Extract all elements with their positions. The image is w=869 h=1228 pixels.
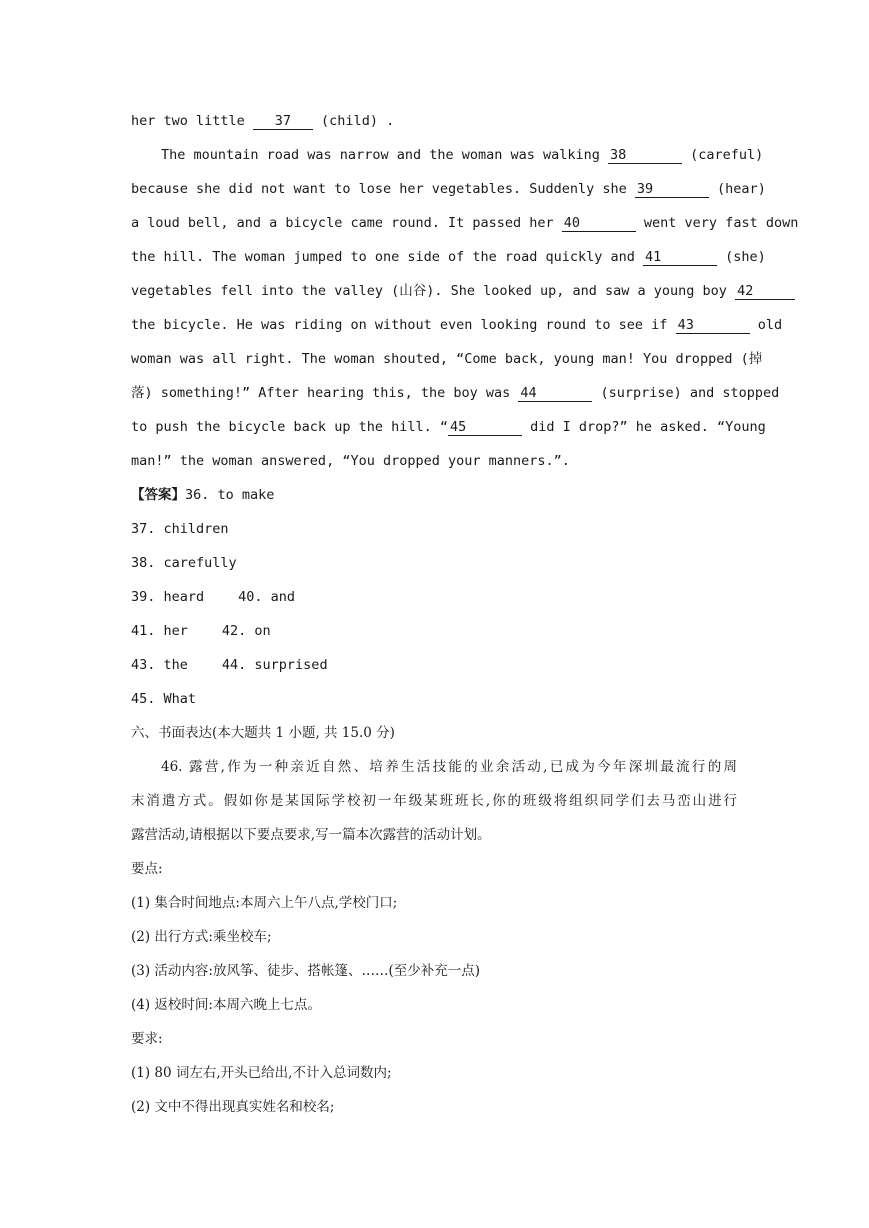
answer-line bbox=[131, 648, 737, 682]
passage-line bbox=[131, 172, 766, 206]
passage-text: the bicycle. He was riding on without even looking round to see if bbox=[131, 317, 676, 333]
answer-tag: 【答案】 bbox=[131, 487, 185, 503]
answer-44: 44. surprised bbox=[221, 657, 328, 673]
passage-text: (she) bbox=[717, 249, 766, 265]
passage-text: her two little bbox=[131, 113, 253, 129]
answer-line bbox=[131, 580, 737, 614]
answer-line bbox=[131, 682, 737, 716]
answer-39: 39. heard bbox=[131, 589, 205, 605]
passage-line bbox=[131, 308, 783, 342]
passage-line bbox=[131, 240, 766, 274]
answer-45: 45. What bbox=[131, 691, 197, 707]
passage-line bbox=[131, 104, 737, 138]
answer-line bbox=[131, 546, 737, 580]
answer-line bbox=[131, 478, 737, 512]
blank-41: 41 bbox=[643, 249, 717, 266]
passage-line bbox=[131, 444, 737, 478]
passage-text: because she did not want to lose her vegetables. Suddenly she bbox=[131, 181, 635, 197]
point-item: (1) 集合时间地点:本周六上午八点,学校门口; bbox=[131, 895, 398, 911]
points-label: 要点: bbox=[131, 861, 163, 877]
requirement-item: (2) 文中不得出现真实姓名和校名; bbox=[131, 1099, 335, 1115]
passage-line bbox=[131, 376, 780, 410]
answer-40: 40. and bbox=[238, 589, 296, 605]
answer-38: 38. carefully bbox=[131, 555, 237, 571]
passage-text: the hill. The woman jumped to one side of the road quickly and bbox=[131, 249, 644, 265]
passage-text: went very fast down bbox=[635, 215, 799, 231]
document-page bbox=[131, 104, 799, 1124]
passage-line bbox=[131, 138, 764, 172]
passage-text: (hear) bbox=[708, 181, 766, 197]
blank-44: 44 bbox=[518, 385, 592, 402]
passage-text: vegetables fell into the valley (山谷). She looked up, and saw a young boy bbox=[131, 283, 736, 299]
answer-43: 43. the bbox=[131, 657, 188, 673]
passage-text: old bbox=[749, 317, 783, 333]
question-46-line: 末消遣方式。假如你是某国际学校初一年级某班班长,你的班级将组织同学们去马峦山进行 bbox=[131, 793, 737, 809]
blank-45: 45 bbox=[448, 419, 522, 436]
passage-text: a loud bell, and a bicycle came round. It passed her bbox=[131, 215, 562, 231]
blank-39: 39 bbox=[635, 181, 709, 198]
passage-line bbox=[131, 274, 754, 308]
passage-line bbox=[131, 410, 766, 444]
answer-line bbox=[131, 512, 737, 546]
blank-38: 38 bbox=[608, 147, 682, 164]
blank-43: 43 bbox=[676, 317, 750, 334]
answer-line bbox=[131, 614, 737, 648]
passage-text: (child) . bbox=[312, 113, 395, 129]
passage-text: (surprise) and stopped bbox=[592, 385, 780, 401]
answer-37: 37. children bbox=[131, 521, 229, 537]
answer-42: 42. on bbox=[221, 623, 271, 639]
passage-text: (careful) bbox=[682, 147, 764, 163]
requirements-label: 要求: bbox=[131, 1031, 163, 1047]
passage-text: 落) something!” After hearing this, the boy was bbox=[131, 385, 519, 401]
requirement-item: (1) 80 词左右,开头已给出,不计入总词数内; bbox=[131, 1065, 392, 1081]
passage-text: to push the bicycle back up the hill. “ bbox=[131, 419, 448, 435]
passage-text: The mountain road was narrow and the woman was walking bbox=[161, 147, 609, 163]
passage-line bbox=[131, 206, 799, 240]
section-heading: 六、书面表达(本大题共 1 小题, 共 15.0 分) bbox=[131, 725, 395, 741]
passage-text: man!” the woman answered, “You dropped your manners.”. bbox=[131, 453, 570, 469]
point-item: (3) 活动内容:放风筝、徒步、搭帐篷、……(至少补充一点) bbox=[131, 963, 480, 979]
point-item: (4) 返校时间:本周六晚上七点。 bbox=[131, 997, 321, 1013]
blank-42: 42 bbox=[735, 283, 795, 300]
passage-line bbox=[131, 342, 763, 376]
question-46-line: 46. 露营,作为一种亲近自然、培养生活技能的业余活动,已成为今年深圳最流行的周 bbox=[161, 759, 737, 775]
passage-text: did I drop?” he asked. “Young bbox=[521, 419, 766, 435]
blank-37: 37 bbox=[253, 113, 313, 130]
point-item: (2) 出行方式:乘坐校车; bbox=[131, 929, 272, 945]
blank-40: 40 bbox=[562, 215, 636, 232]
passage-text: woman was all right. The woman shouted, “Come back, young man! You dropped (掉 bbox=[131, 351, 763, 367]
answer-36: 36. to make bbox=[185, 487, 275, 503]
question-46-line: 露营活动,请根据以下要点要求,写一篇本次露营的活动计划。 bbox=[131, 827, 491, 843]
answer-41: 41. her bbox=[131, 623, 188, 639]
